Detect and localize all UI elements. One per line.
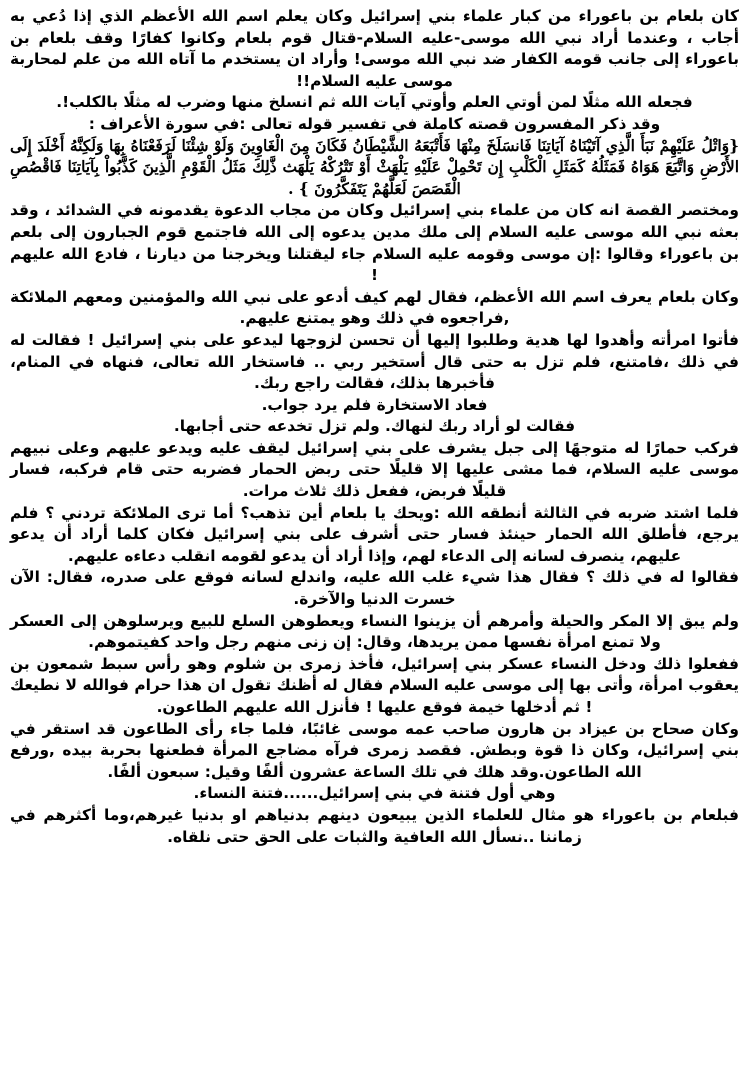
paragraph-plague: وكان صحاح بن عيزاد بن هارون صاحب عمه موسى غائبًا، فلما جاء رأى الطاعون قد استقر في بني إسرائيل، وكان ذا قوة وبطش. فقصد زمرى فرآه مضاجع المرأة فطعنها بحربة بيده ,ورفع الله الطاعون.وقد هلك في تلك الساعة عشرون ألفًا وقيل: سبعون ألفًا. [10, 719, 739, 781]
paragraph-tongue: فقالوا له في ذلك ؟ فقال هذا شيء غلب الله عليه، واندلع لسانه فوقع على صدره، فقال: الآن خسرت الدنيا والآخرة. [10, 568, 739, 609]
paragraph-bilam-refuses: وكان بلعام يعرف اسم الله الأعظم، فقال لهم كيف أدعو على نبي الله والمؤمنين ومعهم الملائكة ,فراجعوه في ذلك وهو يمتنع عليهم. [10, 287, 739, 328]
paragraph-conclusion: فبلعام بن باعوراء هو مثال للعلماء الذين يبيعون دينهم بدنياهم او بدنيا غيرهم،وما أكثرهم في زماننا ..نسأل الله العافية والثبات على الحق حتى نلقاه. [10, 805, 739, 846]
paragraph-donkey-speaks: فلما اشتد ضربه في الثالثة أنطقه الله :ويحك يا بلعام أين تذهب؟ أما ترى الملائكة تردني ؟ فلم يرجع، فأطلق الله الحمار حينئذ فسار حتى أشرف على بني إسرائيل فكان كلما أراد أن يدعو عليهم، ينصرف لسانه إلى الدعاء لهم، وإذا أراد أن يدعو لقومه انقلب دعاءه عليهم. [10, 503, 739, 565]
paragraph-story-summary: ومختصر القصة انه كان من علماء بني إسرائيل وكان من مجاب الدعوة يقدمونه في الشدائد ، وقد بعثه نبي الله موسى عليه السلام إلى ملك مدين يدعوه إلى الله فاجتمع قوم الجبارون إلى بلعم بن باعوراء وقالوا :إن موسى وقومه عليه السلام جاء ليقتلنا ويخرجنا من ديارنا ، فادع الله عليهم ! [10, 201, 739, 285]
paragraph-intro: كان بلعام بن باعوراء من كبار علماء بني إسرائيل وكان يعلم اسم الله الأعظم الذي إذا دُعي به أجاب ، وعندما أراد نبي الله موسى-عليه السلام-قتال قوم بلعام وكانوا كفارًا وقف بلعام بن باعوراء إلى جانب قومه الكفار ضد نبي الله موسى! وأراد ان يستخدم ما آتاه الله من علم لمحاربة موسى عليه السلام!! [10, 7, 739, 90]
paragraph-tafsir-intro: وقد ذكر المفسرون قصته كاملة في تفسير قوله تعالى :في سورة الأعراف : [88, 114, 661, 133]
paragraph-example: فجعله الله مثلًا لمن أوتي العلم وأوتي آيات الله ثم انسلخ منها وضرب له مثلًا بالكلب!. [56, 93, 693, 112]
paragraph-plot: ولم يبق إلا المكر والحيلة وأمرهم أن يزينوا النساء ويعطوهن السلع للبيع ويرسلوهن إلى العسكر ولا تمنع امرأة نفسها ممن يريدها، وقال: إن زنى منهم رجل واحد كفيتموهم. [10, 611, 739, 652]
paragraph-wife-persuades: فقالت لو أراد ربك لنهاك. ولم تزل تخدعه حتى أجابها. [173, 417, 576, 436]
paragraph-first-fitna: وهي أول فتنة في بني إسرائيل......فتنة النساء. [193, 784, 556, 803]
paragraph-donkey: فركب حمارًا له متوجهًا إلى جبل يشرف على بني إسرائيل ليقف عليه ويدعو عليهم وعلى نبيهم موسى عليه السلام، فما مشى عليها إلا قليلًا حتى ربض الحمار فضربه حتى قام فركبه، فسار قليلًا فربض، ففعل ذلك ثلاث مرات. [10, 438, 739, 501]
paragraph-wife: فأتوا امرأته وأهدوا لها هدية وطلبوا إليها أن تحسن لزوجها ليدعو على بني إسرائيل ! فقالت له في ذلك ،فامتنع، فلم تزل به حتى قال أستخير ربي .. فاستخار الله تعالى، فنهاه في المنام، فأخبرها بذلك، فقالت راجع ربك. [10, 330, 739, 393]
paragraph-istikhara: فعاد الاستخارة فلم يرد جواب. [261, 395, 488, 414]
paragraph-quran-verse: {وَاتْلُ عَلَيْهِمْ نَبَأَ الَّذِي آتَيْنَاهُ آيَاتِنَا فَانسَلَخَ مِنْهَا فَأَتْبَعَهُ الشَّيْطَانُ فَكَانَ مِنَ الْغَاوِينَ وَلَوْ شِئْنَا لَرَفَعْنَاهُ بِهَا وَلَكِنَّهُ أَخْلَدَ إِلَى الأَرْضِ وَاتَّبَعَ هَوَاهُ فَمَثَلُهُ كَمَثَلِ الْكَلْبِ إِن تَحْمِلْ عَلَيْهِ يَلْهَثْ أَوْ تَتْرُكْهُ يَلْهَث ذَّلِكَ مَثَلُ الْقَوْمِ الَّذِينَ كَذَّبُواْ بِآيَاتِنَا فَاقْصُصِ الْقَصَصَ لَعَلَّهُمْ يَتَفَكَّرُونَ } . [10, 136, 739, 198]
paragraph-zimri: ففعلوا ذلك ودخل النساء عسكر بني إسرائيل، فأخذ زمرى بن شلوم وهو رأس سبط شمعون بن يعقوب امرأة، وأتى بها إلى موسى عليه السلام فقال له أظنك تقول ان هذا حرام فوالله لا نطيعك ! ثم أدخلها خيمة فوقع عليها ! فأنزل الله عليهم الطاعون. [10, 654, 739, 716]
